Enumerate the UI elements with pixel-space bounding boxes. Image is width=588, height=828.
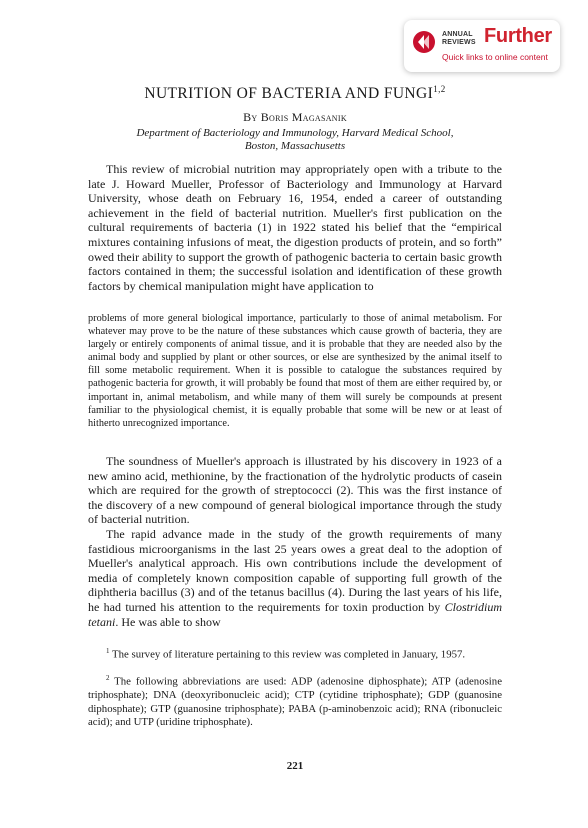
quick-links-tagline[interactable]: Quick links to online content	[442, 52, 548, 62]
paragraph-rapid-advance	[88, 527, 502, 629]
affiliation-line-1: Department of Bacteriology and Immunology, Harvard Medical School,	[136, 127, 454, 139]
block-quote: problems of more general biological importance, particularly to those of animal metabolism. For whatever may prove to be the nature of these substances which cause growth of bacteria, they are largely or entirely components of animal tissue, and it is probable that they are needed also by the animal body and supplied by plant or other sources, or else are synthesized by the animal itself to fill some metabolic requirement. When it is possible to catalogue the substances required by pathogenic bacteria for growth, it will probably be found that most of them are either required by, or important in, animal metabolism, and while many of them will surely be compounds at present familiar to the physiological chemist, it is equally probable that some will be new or at least of hitherto unrecognized importance.	[88, 313, 502, 429]
annual-reviews-further-badge[interactable]	[404, 20, 560, 72]
annual-reviews-label: ANNUAL REVIEWS	[442, 31, 476, 46]
footnote-2	[88, 672, 502, 730]
article-title-text: NUTRITION OF BACTERIA AND FUNGI	[144, 85, 434, 103]
author-line: By Boris Magasanik	[243, 110, 347, 124]
page-number: 221	[286, 760, 304, 772]
paragraph-rapid-advance-end: . He was able to show	[115, 614, 221, 629]
affiliation	[80, 127, 510, 153]
intro-paragraph: This review of microbial nutrition may appropriately open with a tribute to the late J. Howard Mueller, Professor of Bacteriology and Immunology at Harvard University, whose death on February 16, 1954, ended a career of outstanding achievement in the field of bacterial nutrition. Mueller's first publication on the cultural requirements of bacteria (1) in 1922 stated his belief that the “empirical mixtures containing infusions of meat, the digestion products of protein, and so forth” owed their ability to support the growth of pathogenic bacteria to certain basic growth factors contained in them; the successful isolation and identification of these growth factors by chemical manipulation might have application to	[88, 162, 502, 293]
paragraph-rapid-advance-text: The rapid advance made in the study of the growth requirements of many fastidious microorganisms in the last 25 years owes a great deal to the adoption of Mueller's analytical approach. His own contributions include the development of media of completely known composition capable of supporting full growth of the diphtheria bacillus (3) and of the tetanus bacillus (4). During the last years of his life, he had turned his attention to the requirements for toxin production by	[88, 527, 502, 614]
further-label[interactable]: Further	[484, 25, 552, 47]
paragraph-methionine: The soundness of Mueller's approach is illustrated by his discovery in 1923 of a new amino acid, methionine, by the fractionation of the hydrolytic products of casein which are required for the growth of streptococci (2). This was the first instance of the discovery of a new compound of general biological importance through the study of bacterial nutrition.	[88, 454, 502, 527]
annual-reviews-logo-icon	[413, 31, 435, 53]
affiliation-line-2: Boston, Massachusetts	[244, 140, 346, 152]
organism-name: Clostridium tetani	[88, 599, 502, 629]
title-footnote-marks: 1,2	[433, 84, 446, 94]
footnote-1	[88, 645, 502, 662]
footnote-1-text: The survey of literature pertaining to this review was completed in January, 1957.	[109, 648, 466, 661]
article-title	[60, 84, 530, 103]
footnote-2-text: The following abbreviations are used: ADP (adenosine diphosphate); ATP (adenosine triphosphate); DNA (deoxyribonucleic acid); CTP (cytidine triphosphate); GDP (guanosine diphosphate); GTP (guanosine triphosphate); PABA (p-aminobenzoic acid); RNA (ribonucleic acid); and UTP (uridine triphosphate).	[88, 675, 502, 729]
footnote-1-mark: 1	[106, 647, 110, 655]
footnote-2-mark: 2	[106, 674, 110, 682]
